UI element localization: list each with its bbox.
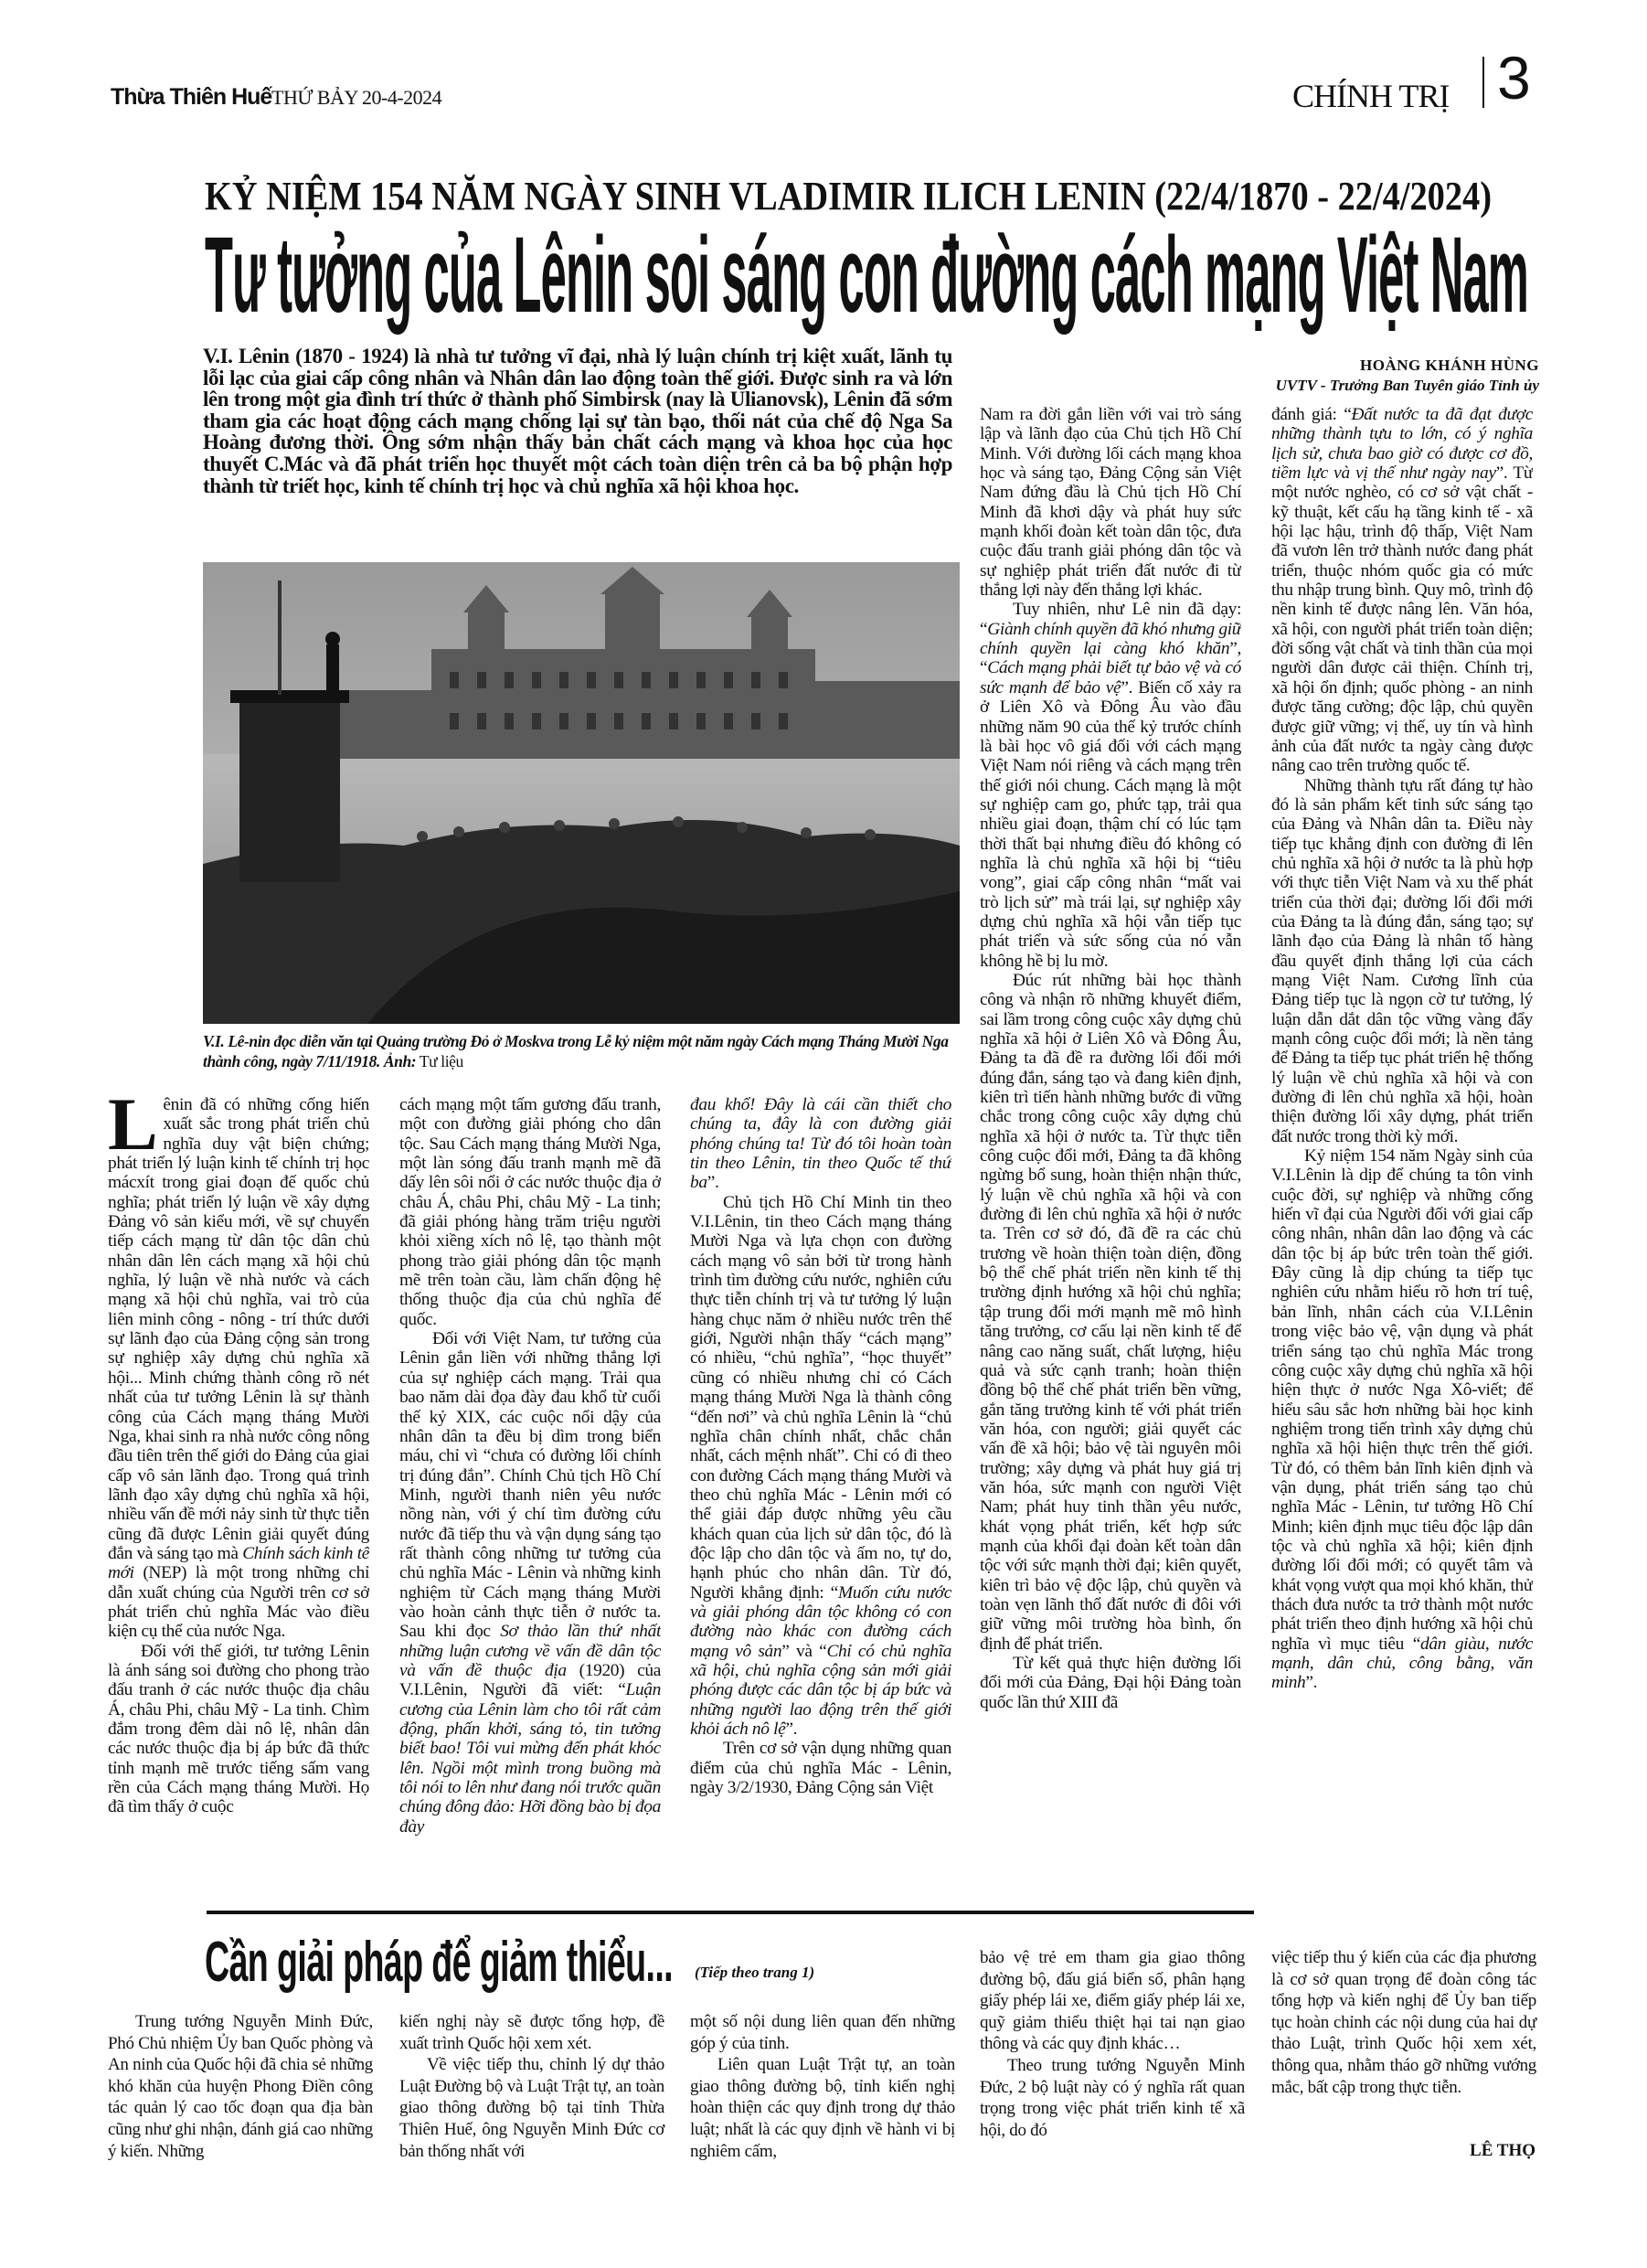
body-text: Kỷ niệm 154 năm Ngày sinh của V.I.Lênin là dịp để chúng ta tôn vinh cuộc đời, sự nghiệp và những cống hiến vĩ đại của Người đối với giai cấp công nhân, nhân dân lao động và các dân tộc bị áp bức trên toàn thế giới. Đây cũng là dịp chúng ta tiếp tục nghiên cứu nhằm hiểu rõ hơn trí tuệ, bản lĩnh, nhân cách của V.I.Lênin trong việc bảo vệ, vận dụng và phát triển sáng tạo chủ nghĩa Mác trong công cuộc xây dựng chủ nghĩa xã hội hiện thực ở nước Nga Xô-viết; để hiểu sâu sắc hơn những bài học kinh nghiệm trong tiến trình xây dựng chủ nghĩa xã hội hiện thực trên thế giới. Từ đó, có thêm bản lĩnh kiên định và vận dụng, phát triển sáng tạo chủ nghĩa Mác - Lênin, tư tưởng Hồ Chí Minh; kiên định mục tiêu độc lập dân tộc và chủ nghĩa xã hội; kiên định đường lối đổi mới; có quyết tâm và khát vọng vượt qua mọi khó khăn, thử thách đưa nước ta trở thành một nước phát triển theo định hướng xã hội chủ nghĩa vì mục tiêu “ <box>1271 1146 1533 1654</box>
article-photo <box>203 562 960 1024</box>
paragraph <box>980 971 1241 1654</box>
paragraph <box>690 1739 951 1797</box>
body-text: Theo trung tướng Nguyễn Minh Đức, 2 bộ luật này có ý nghĩa rất quan trọng trong việc phát triển kinh tế xã hội, do đó <box>980 2055 1245 2140</box>
body-text: ênin đã có những cống hiến xuất sắc trong phát triển chủ nghĩa duy vật biện chứng; phát triển lý luận kinh tế chính trị học mácxít trong giai đoạn đế quốc chủ nghĩa; phát triển lý luận về xây dựng Đảng vô sản kiểu mới, về sự chuyển tiếp cách mạng từ dân tộc dân chủ nhân dân lên cách mạng xã hội chủ nghĩa, lý luận về nhà nước và cách mạng xã hội chủ nghĩa, vai trò của liên minh công - nông - trí thức dưới sự lãnh đạo của Đảng cộng sản trong sự nghiệp xây dựng chủ nghĩa xã hội... Minh chứng thành công rõ nét nhất của tư tưởng Lênin là sự thành công của Cách mạng tháng Mười Nga, khai sinh ra nhà nước công nông đầu tiên trên thế giới do Đảng của giai cấp vô sản lãnh đạo. Trong quá trình lãnh đạo xây dựng chủ nghĩa xã hội, nhiều vấn đề mới nảy sinh từ thực tiễn cũng đã được Lênin giải quyết đúng đắn và sáng tạo mà <box>108 1095 369 1563</box>
article-column-3 <box>690 1095 951 1904</box>
second-column-1 <box>108 2011 373 2162</box>
caption-text: V.I. Lê-nin đọc diễn văn tại Quảng trường Đỏ ở Moskva trong Lễ kỷ niệm một năm ngày Cách mạng Tháng Mười Nga thành công, ngày 7/11/1918. Ảnh: <box>203 1032 949 1070</box>
paragraph <box>980 405 1241 600</box>
second-headline-text: Cần giải pháp để giảm thiểu... <box>205 1931 673 1994</box>
author-role: UVTV - Trưởng Ban Tuyên giáo Tỉnh ủy <box>1275 377 1539 394</box>
body-text: ”. Biến cố xảy ra ở Liên Xô và Đông Âu vào đầu những năm 90 của thế kỷ trước chính là bài học vô giá đối với cách mạng Việt Nam nói riêng và cách mạng trên thế giới nói chung. Cách mạng là một sự nghiệp cam go, phức tạp, trải qua nhiều giai đoạn, thậm chí có lúc tạm thời thất bại nhưng điều đó không có nghĩa là chủ nghĩa xã hội bị “tiêu vong”, giai cấp công nhân “mất vai trò lịch sử” mà trái lại, sự nghiệp xây dựng chủ nghĩa xã hội vẫn tiếp tục phát triển và sức sống của nó vẫn không hề bị lu mờ. <box>980 677 1241 971</box>
paragraph <box>1271 405 1533 776</box>
body-text: Những thành tựu rất đáng tự hào đó là sản phẩm kết tinh sức sáng tạo của Đảng và Nhân dân ta. Điều này tiếp tục khẳng định con đường đi lên chủ nghĩa xã hội ở nước ta là phù hợp với thực tiễn Việt Nam và xu thế phát triển của thời đại; đường lối đổi mới của Đảng ta là đúng đắn, sáng tạo; sự lãnh đạo của Đảng là nhân tố hàng đầu quyết định thắng lợi của cách mạng Việt Nam. Cương lĩnh của Đảng tiếp tục là ngọn cờ tư tưởng, lý luận dẫn dắt dân tộc vững vàng đẩy mạnh công cuộc đổi mới; là nền tảng để Đảng ta tiếp tục phát triển hệ thống lý luận về chủ nghĩa xã hội và con đường đi lên chủ nghĩa xã hội, hoàn thiện đường lối xây dựng, phát triển đất nước trong thời kỳ mới. <box>1271 775 1533 1146</box>
paragraph <box>980 1947 1245 2055</box>
body-text: đánh giá: “ <box>1271 405 1352 424</box>
body-text: việc tiếp thu ý kiến của các địa phương là cơ sở quan trọng để đoàn công tác tổng hợp và kiến nghị để Ủy ban tiếp tục hoàn chỉnh các nội dung của hai dự thảo Luật, trình Quốc hội xem xét, thông qua, nhằm tháo gỡ những vướng mắc, bất cập trong thực tiễn. <box>1271 1948 1536 2097</box>
paragraph <box>399 2011 664 2054</box>
body-text: kiến nghị này sẽ được tổng hợp, đề xuất trình Quốc hội xem xét. <box>399 2012 664 2053</box>
paragraph <box>1271 1947 1536 2098</box>
paragraph <box>980 2055 1245 2141</box>
paragraph <box>690 2054 955 2162</box>
photo-caption <box>203 1031 952 1071</box>
body-text: Chủ tịch Hồ Chí Minh tin theo V.I.Lênin, tin theo Cách mạng tháng Mười Nga và lựa chọn con đường cách mạng vô sản bởi từ trong hành trình tìm đường cứu nước, nghiên cứu thực tiễn chính trị và tư tưởng lý luận hàng chục năm ở nhiều nước trên thế giới, Người nhận thấy “cách mạng” có nhiều, “chủ nghĩa”, “học thuyết” cũng có nhiều nhưng chỉ có Cách mạng tháng Mười Nga là thành công “đến nơi” và chủ nghĩa Lênin là “chủ nghĩa chân chính nhất, chắc chắn nhất, cách mệnh nhất”. Chỉ có đi theo con đường Cách mạng tháng Mười và theo chủ nghĩa Mác - Lênin mới có thể giải đáp được những yêu cầu khách quan của lịch sử dân tộc, đó là độc lập cho dân tộc và ấm no, tự do, hạnh phúc cho nhân dân. Từ đó, Người khẳng định: “ <box>690 1192 951 1603</box>
quoted-text: đau khổ! Đây là cái cần thiết cho chúng ta, đây là con đường giải phóng chúng ta! Từ đó tôi hoàn toàn tin theo Lênin, tin theo Quốc tế thứ ba <box>690 1095 951 1193</box>
body-text: Nam ra đời gắn liền với vai trò sáng lập và lãnh đạo của Chủ tịch Hồ Chí Minh. Với đường lối cách mạng khoa học và sáng tạo, Đảng Cộng sản Việt Nam đứng đầu là Chủ tịch Hồ Chí Minh đã khơi dậy và phát huy sức mạnh khối đoàn kết toàn dân tộc, đưa cuộc đấu tranh giải phóng dân tộc và sự nghiệp phát triển đất nước đi từ thắng lợi này đến thắng lợi khác. <box>980 405 1241 601</box>
paragraph <box>690 2011 955 2054</box>
paragraph <box>1271 776 1533 1147</box>
paragraph <box>690 1095 951 1193</box>
article-kicker <box>205 176 1647 218</box>
quoted-text: Chỉ có chủ nghĩa xã hội, chủ nghĩa cộng sản mới giải phóng được các dân tộc bị áp bức và những người lao động trên thế giới khỏi ách nô lệ <box>690 1641 951 1739</box>
second-column-5 <box>1271 1947 1536 2098</box>
quoted-text: Luận cương của Lênin làm cho tôi rất cảm động, phấn khởi, sáng tỏ, tin tưởng biết bao! Tôi vui mừng đến phát khóc lên. Ngồi một mình trong buồng mà tôi nói to lên như đang nói trước quần chúng đông đảo: Hỡi đồng bào bị đọa đày <box>399 1680 661 1837</box>
quoted-text: Muốn cứu nước và giải phóng dân tộc không có con đường nào khác con đường cách mạng vô sản <box>690 1582 951 1661</box>
second-column-4 <box>980 1947 1245 2141</box>
page-number: 3 <box>1497 44 1531 112</box>
article-column-2 <box>399 1095 661 1904</box>
body-text: Về việc tiếp thu, chỉnh lý dự thảo Luật Đường bộ và Luật Trật tự, an toàn giao thông đường bộ tại tỉnh Thừa Thiên Huế, ông Nguyễn Minh Đức cơ bản thống nhất với <box>399 2055 664 2161</box>
body-text: ”. Từ một nước nghèo, có cơ sở vật chất - kỹ thuật, kết cấu hạ tầng kinh tế - xã hội lạc hậu, trình độ thấp, Việt Nam đã vươn lên trở thành nước đang phát triển, thuộc nhóm quốc gia có mức thu nhập trung bình. Quy mô, trình độ nền kinh tế được nâng lên. Văn hóa, xã hội, con người phát triển toàn diện; đời sống vật chất và tinh thần của mọi người dân được cải thiện. Chính trị, xã hội ổn định; quốc phòng - an ninh được tăng cường; độc lập, chủ quyền được giữ vững; vị thế, uy tín và hình ảnh của đất nước ta ngày càng được nâng cao trên trường quốc tế. <box>1271 463 1533 776</box>
article-column-4 <box>980 405 1241 1888</box>
second-column-2 <box>399 2011 664 2162</box>
article-column-1 <box>108 1095 369 1904</box>
paragraph <box>1271 1146 1533 1693</box>
body-text: (1920) của V.I.Lênin, Người đã viết: “ <box>399 1660 661 1700</box>
second-article-headline <box>205 1931 977 1995</box>
quoted-text: Giành chính quyền đã khó nhưng giữ chính quyền lại càng khó khăn <box>980 619 1241 659</box>
body-text: ”. <box>707 1173 719 1193</box>
quoted-text: dân giàu, nước mạnh, dân chủ, công bằng, văn minh <box>1271 1634 1533 1693</box>
quoted-text: Chính sách kinh tế mới <box>108 1543 369 1583</box>
body-text: Trên cơ sở vận dụng những quan điểm của chủ nghĩa Mác - Lênin, ngày 3/2/1930, Đảng Cộng sản Việt <box>690 1739 951 1798</box>
issue-date: THỨ BẢY 20-4-2024 <box>271 86 442 109</box>
paragraph <box>980 600 1241 971</box>
body-text: Tuy nhiên, như Lê nin đã dạy: “ <box>980 600 1241 639</box>
paragraph <box>108 1095 369 1642</box>
author-name: HOÀNG KHÁNH HÙNG <box>1360 357 1539 374</box>
body-text: Trung tướng Nguyễn Minh Đức, Phó Chủ nhiệm Ủy ban Quốc phòng và An ninh của Quốc hội đã chia sẻ những khó khăn của huyện Phong Điền công tác quản lý cao tốc đoạn qua địa bàn cũng như ghi nhận, đánh giá cao những ý kiến. Những <box>108 2012 373 2161</box>
body-text: Liên quan Luật Trật tự, an toàn giao thông đường bộ, tỉnh kiến nghị hoàn thiện các quy định trong dự thảo luật; nhất là các quy định về hành vi bị nghiêm cấm, <box>690 2055 955 2161</box>
paragraph <box>399 1329 661 1837</box>
paragraph <box>690 1193 951 1740</box>
article-lead: V.I. Lênin (1870 - 1924) là nhà tư tưởng vĩ đại, nhà lý luận chính trị kiệt xuất, lãnh tụ lỗi lạc của giai cấp công nhân và Nhân dân lao động toàn thế giới. Được sinh ra và lớn lên trong một gia đình trí thức ở thành phố Simbirsk (nay là Ulianovsk), Lênin đã sớm tham gia các hoạt động cách mạng chống lại sự tàn bạo, thối nát của chế độ Nga Sa Hoàng đương thời. Ông sớm nhận thấy bản chất cách mạng và khoa học của học thuyết C.Mác và đã phát triển học thuyết một cách toàn diện trên cả ba bộ phận hợp thành từ triết học, kinh tế chính trị học và chủ nghĩa xã hội khoa học. <box>203 345 952 497</box>
paragraph <box>108 2011 373 2162</box>
body-text: một số nội dung liên quan đến những góp ý của tỉnh. <box>690 2012 955 2053</box>
headline-text: Tư tưởng của Lênin soi sáng con đường cách mạng Việt Nam <box>205 215 1528 335</box>
newspaper-logo: Thừa Thiên Huế <box>111 84 272 110</box>
paragraph <box>399 1095 661 1329</box>
photo-credit: Tư liệu <box>416 1052 463 1070</box>
article-divider <box>207 1911 1254 1914</box>
quoted-text: Cách mạng phải biết tự bảo vệ và có sức mạnh để bảo vệ <box>980 658 1241 697</box>
body-text: Từ kết quả thực hiện đường lối đổi mới của Đảng, Đại hội Đảng toàn quốc lần thứ XIII đã <box>980 1654 1241 1712</box>
second-column-3 <box>690 2011 955 2162</box>
body-text: ” và “ <box>781 1641 827 1661</box>
header-divider <box>1482 57 1484 108</box>
paragraph <box>108 1642 369 1817</box>
second-article-author: LÊ THỌ <box>1470 2141 1535 2160</box>
body-text: ”. <box>1305 1673 1318 1693</box>
body-text: Đúc rút những bài học thành công và nhận rõ những khuyết điểm, sai lầm trong công cuộc xây dựng chủ nghĩa xã hội ở Liên Xô và Đông Âu, Đảng ta đã đề ra đường lối đổi mới đúng đắn, sáng tạo và đang kiên định, kiên trì tiến hành những bước đi vững chắc trong công cuộc xây dựng chủ nghĩa xã hội ở nước ta. Từ thực tiễn công cuộc đổi mới, Đảng ta đã không ngừng bổ sung, hoàn thiện nhận thức, lý luận về chủ nghĩa xã hội và con đường đi lên chủ nghĩa xã hội ở nước ta. Trên cơ sở đó, đã đề ra các chủ trương về hoàn thiện toàn diện, đồng bộ thể chế phát triển nền kinh tế thị trường định hướng xã hội chủ nghĩa; tập trung đổi mới mạnh mẽ mô hình tăng trưởng, cơ cấu lại nền kinh tế để nâng cao năng suất, chất lượng, hiệu quả và sức cạnh tranh; hoàn thiện đồng bộ thể chế phát triển bền vững, gắn tăng trưởng kinh tế với phát triển văn hóa, con người; giải quyết các vấn đề xã hội; bảo vệ tài nguyên môi trường; xây dựng và phát huy giá trị văn hóa, sức mạnh con người Việt Nam; phát huy tinh thần yêu nước, khát vọng phát triển, kết hợp sức mạnh của khối đại đoàn kết toàn dân tộc với sức mạnh thời đại; kiên quyết, kiên trì bảo vệ độc lập, chủ quyền và toàn vẹn lãnh thổ đất nước đi đôi với giữ vững môi trường hòa bình, ổn định để phát triển. <box>980 970 1241 1654</box>
drop-cap: L <box>108 1095 158 1166</box>
byline <box>1276 357 1539 395</box>
body-text: Đối với Việt Nam, tư tưởng của Lênin gắn liền với những thắng lợi của sự nghiệp cách mạng. Trải qua bao năm dài đọa đày đau khổ từ cuối thế kỷ XIX, các cuộc nổi dậy của nhân dân ta đều bị dìm trong biển máu, chỉ vì “chưa có đường lối chính trị đúng đắn”. Chính Chủ tịch Hồ Chí Minh, người thanh niên yêu nước nồng nàn, với ý chí tìm đường cứu nước đã tiếp thu và vận dụng sáng tạo rất thành công những tư tưởng của chủ nghĩa Mác - Lênin và những kinh nghiệm từ Cách mạng tháng Mười vào hoàn cảnh thực tiễn ở nước ta. Sau khi đọc <box>399 1329 661 1642</box>
section-name: CHÍNH TRỊ <box>1292 78 1450 114</box>
body-text: ”. <box>785 1720 798 1739</box>
paragraph <box>399 2054 664 2162</box>
body-text: bảo vệ trẻ em tham gia giao thông đường bộ, đấu giá biển số, phân hạng giấy phép lái xe, điểm giấy phép lái xe, quỹ giảm thiểu thiệt hại tai nạn giao thông và các quy định khác… <box>980 1948 1245 2054</box>
quoted-text: Sơ thảo lần thứ nhất những luận cương về vấn đề dân tộc và vấn đề thuộc địa <box>399 1622 661 1680</box>
continued-note: (Tiếp theo trang 1) <box>695 1964 815 1981</box>
quoted-text: Đất nước ta đã đạt được những thành tựu to lớn, có ý nghĩa lịch sử, chưa bao giờ có được cơ đồ, tiềm lực và vị thế như ngày nay <box>1271 405 1533 484</box>
body-text: Đối với thế giới, tư tưởng Lênin là ánh sáng soi đường cho phong trào đấu tranh ở các nước thuộc địa châu Á, châu Phi, châu Mỹ - La tinh. Chìm đắm trong đêm dài nô lệ, nhân dân các nước thuộc địa bị áp bức đã thức tỉnh mạnh mẽ trước tiếng sấm vang rền của Cách mạng tháng Mười. Họ đã tìm thấy ở cuộc <box>108 1641 369 1817</box>
body-text: ”, “ <box>980 639 1241 678</box>
lenin-red-square-photo <box>203 562 960 1024</box>
paragraph <box>980 1654 1241 1712</box>
body-text: (NEP) là một trong những chỉ dẫn xuất chúng của Người trên cơ sở phát triển chủ nghĩa Mác vào điều kiện cụ thể của nước Nga. <box>108 1563 369 1642</box>
article-headline <box>205 216 1647 335</box>
kicker-text: KỶ NIỆM 154 NĂM NGÀY SINH VLADIMIR ILICH LENIN (22/4/1870 - 22/4/2024) <box>205 174 1492 218</box>
body-text: cách mạng một tấm gương đấu tranh, một con đường giải phóng cho dân tộc. Sau Cách mạng tháng Mười Nga, một làn sóng đấu tranh mạnh mẽ đã dấy lên sôi nổi ở các nước thuộc địa ở châu Á, châu Phi, châu Mỹ - La tinh; đã giải phóng hàng trăm triệu người khỏi xiềng xích nô lệ, tạo thành một phong trào giải phóng dân tộc mạnh mẽ trên toàn cầu, làm chấn động hệ thống thuộc địa của chủ nghĩa đế quốc. <box>399 1095 661 1329</box>
article-column-5 <box>1271 405 1533 1888</box>
